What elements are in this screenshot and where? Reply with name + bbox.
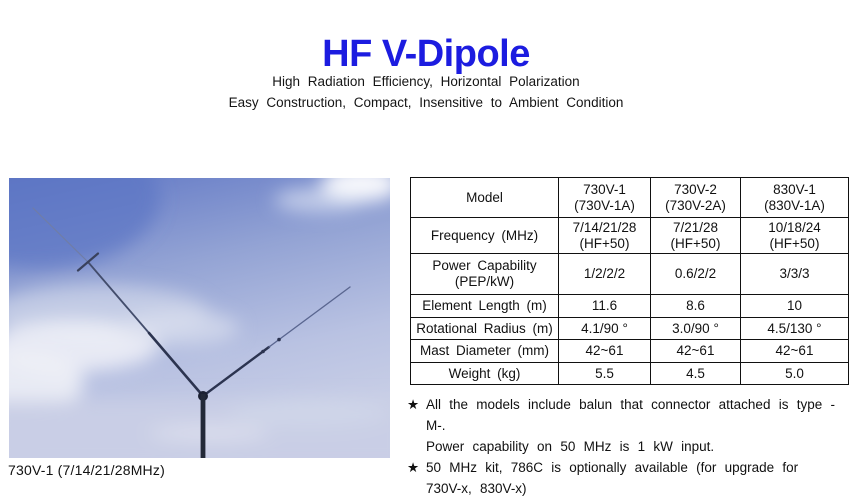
spec-cell: 5.0 [741, 363, 849, 385]
row-label-mast-diameter: Mast Diameter (mm) [411, 340, 559, 363]
model-cell: 730V-1 (730V-1A) [559, 178, 651, 218]
subtitle-line-1: High Radiation Efficiency, Horizontal Polarization [272, 74, 580, 89]
antenna-photo-graphic [9, 178, 390, 458]
star-icon: ★ [407, 460, 420, 475]
spec-cell: 4.5/130 ° [741, 318, 849, 340]
table-row-weight [411, 363, 849, 385]
spec-cell: 0.6/2/2 [651, 254, 741, 295]
spec-cell: 11.6 [559, 295, 651, 318]
antenna-photo [9, 178, 390, 458]
row-label-weight: Weight (kg) [411, 363, 559, 385]
spec-cell: 42~61 [741, 340, 849, 363]
mast [201, 394, 206, 458]
row-label-element-length: Element Length (m) [411, 295, 559, 318]
photo-caption: 730V-1 (7/14/21/28MHz) [8, 462, 165, 478]
table-row-rotational-radius [411, 318, 849, 340]
spec-cell: 1/2/2/2 [559, 254, 651, 295]
notes [407, 394, 851, 498]
spec-cell: 7/21/28 (HF+50) [651, 218, 741, 254]
spec-cell: 10/18/24 (HF+50) [741, 218, 849, 254]
table-row-power [411, 254, 849, 295]
model-cell: 830V-1 (830V-1A) [741, 178, 849, 218]
spec-table [410, 177, 849, 385]
right-element-joint [277, 338, 281, 342]
note-line: All the models include balun that connector attached is type -M-. [426, 397, 835, 433]
table-row-element-length [411, 295, 849, 318]
note-line: 50 MHz kit, 786C is optionally available (for upgrade for [426, 460, 799, 475]
row-label-power: Power Capability (PEP/kW) [411, 254, 559, 295]
spec-cell: 4.5 [651, 363, 741, 385]
spec-cell: 10 [741, 295, 849, 318]
note-line: Power capability on 50 MHz is 1 kW input. [426, 439, 715, 454]
spec-cell: 4.1/90 ° [559, 318, 651, 340]
star-icon: ★ [407, 397, 420, 412]
spec-cell: 3/3/3 [741, 254, 849, 295]
table-row-mast-diameter [411, 340, 849, 363]
spec-cell: 7/14/21/28 (HF+50) [559, 218, 651, 254]
right-element-joint [261, 350, 265, 354]
table-row-frequency [411, 218, 849, 254]
spec-cell: 5.5 [559, 363, 651, 385]
subtitle-line-2: Easy Construction, Compact, Insensitive to Ambient Condition [228, 95, 624, 110]
model-cell: 730V-2 (730V-2A) [651, 178, 741, 218]
row-label-frequency: Frequency (MHz) [411, 218, 559, 254]
spec-cell: 42~61 [651, 340, 741, 363]
note-item [407, 457, 851, 498]
spec-cell: 8.6 [651, 295, 741, 318]
table-row-model [411, 178, 849, 218]
spec-cell: 42~61 [559, 340, 651, 363]
note-item [407, 394, 851, 457]
row-label-rotational-radius: Rotational Radius (m) [411, 318, 559, 340]
row-label-model: Model [411, 178, 559, 218]
page-title: HF V-Dipole [322, 33, 530, 76]
note-line: 730V-x, 830V-x) [426, 481, 527, 496]
spec-cell: 3.0/90 ° [651, 318, 741, 340]
